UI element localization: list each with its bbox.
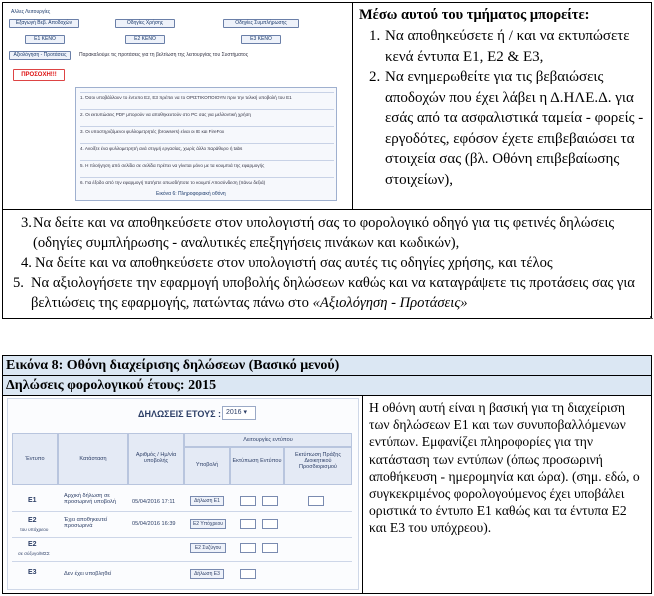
mini-row-action: Ε2 Συζύγου — [190, 543, 226, 553]
mini-row-sub: σε σύζυγο/ΜΣΣ — [18, 551, 50, 556]
mini-fill-guide-button: Οδηγίες Συμπλήρωσης — [223, 19, 299, 28]
mini-note-line: 4. Ανοίξτε ένα φυλλομετρητή ανά στιγμή εργασίας, χωρίς άλλο παράθυρο ή tabs — [80, 143, 334, 152]
capabilities-list — [359, 26, 645, 190]
figure-subheading: Δηλώσεις φορολογικού έτους: 2015 — [3, 376, 651, 396]
figure-heading: Εικόνα 8: Οθόνη διαχείρισης δηλώσεων (Βασικό μενού) — [3, 356, 651, 376]
mini-warning-label: ΠΡΟΣΟΧΗ!!! — [13, 69, 65, 81]
list-item-text: Να δείτε και να αποθηκεύσετε στον υπολογιστή σας το φορολογικό οδηγό για τις φετινές δηλώσεις (οδηγίες συμπλήρωσης - αναλυτικές επεξηγήσεις πινάκων και κωδικών), — [33, 215, 615, 251]
mini-e2-blank-button: Ε2 ΚΕΝΟ — [125, 35, 165, 44]
list-item-number: 1. — [369, 28, 381, 44]
info-screen-screenshot — [3, 3, 353, 210]
mini-evaluation-text: Παρακαλούμε τις προτάσεις για τη βελτίωση της λειτουργίας του Συστήματος — [79, 52, 249, 58]
top-right-cell — [353, 3, 651, 210]
declarations-screenshot — [3, 396, 363, 593]
top-info-table — [2, 2, 652, 319]
corner-mark — [650, 316, 653, 319]
mini-row-action: Ε2 Υπόχρεου — [190, 519, 226, 529]
mini-note-line: 5. Η πλοήγηση από σελίδα σε σελίδα πρέπει να γίνεται μόνο με τα κουμπιά της εφαρμογής — [80, 160, 334, 169]
mini-e3-blank-button: Ε3 ΚΕΝΟ — [241, 35, 281, 44]
mini-col-form: Έντυπο — [12, 433, 58, 485]
mini-declarations-screen — [7, 398, 359, 590]
mini-print-box — [240, 519, 256, 529]
mini-col-print-form: Εκτύπωση Εντύπου — [230, 447, 284, 485]
mini-year-select: 2016 ▾ — [222, 406, 256, 420]
capabilities-list-continued — [11, 213, 643, 313]
list-item-number: 3. — [21, 215, 32, 231]
mini-evaluation-button: Αξιολόγηση - Προτάσεις — [9, 51, 71, 60]
mini-note-line: 1. Όσοι υποβάλλουν το έντυπο Ε2, Ε3 πρέπει να το ΟΡΙΣΤΙΚΟΠΟΙΟΥΝ πριν την τελική υποβολή του Ε1 — [80, 92, 334, 101]
mini-row-status: Αρχική δήλωση σε προσωρινή υποβολή — [64, 493, 116, 505]
screen-description: Η οθόνη αυτή είναι η βασική για τη διαχείριση των δηλώσεων Ε1 και των συνυποβαλλόμενων εντύπων. Εμφανίζει πληροφορίες για την κατάσταση των εντύπων (όπως προσωρινή αποθήκευση - ημερομηνία και ώρα). (σημ. εδώ, ο συγκεκριμένος φορολογούμενος έχει υποβάλει οριστικά το έντυπο Ε1 καθώς και τα έντυπα Ε2 και Ε3 του υπόχρεου). — [369, 400, 640, 536]
mini-col-number-date: Αριθμός / Ημ/νία υποβολής — [128, 433, 184, 485]
list-item-number: 2. — [369, 69, 381, 85]
mini-row-form: Ε2 — [28, 517, 37, 524]
mini-info-screen — [5, 7, 347, 207]
section-heading: Μέσω αυτού του τμήματος μπορείτε: — [359, 7, 590, 23]
mini-col-print-act: Εκτύπωση Πράξης Διοικητικού Προσδιορισμού — [284, 447, 352, 485]
mini-print-box — [262, 543, 278, 553]
list-item — [11, 273, 643, 313]
mini-row-sub: του υπόχρεου — [20, 527, 49, 532]
list-item — [359, 26, 645, 67]
list-item — [359, 67, 645, 190]
mini-row-form: Ε3 — [28, 569, 37, 576]
mini-export-button: Εξαγωγή Βεβ. Αποδοχών — [9, 19, 79, 28]
list-item — [11, 253, 643, 273]
list-item-text: Να ενημερωθείτε για τις βεβαιώσεις αποδοχών που έχει λάβει η Δ.ΗΛΕ.Δ. για εσάς από τα ασφαλιστικά ταμεία - φορείς - εργοδότες, εφόσον έχετε επιβεβαιώσει τα στοιχεία σας (βλ. Οθόνη επιβεβαίωσης στοιχείων), — [385, 69, 644, 188]
list-item-number: 4. — [21, 255, 32, 271]
mini-print-box — [240, 569, 256, 579]
mini-row-action: Δήλωση Ε3 — [190, 569, 224, 579]
list-item-text: Να αποθηκεύσετε ή / και να εκτυπώσετε κενά έντυπα Ε1, Ε2 & Ε3, — [385, 28, 630, 65]
mini-declarations-title: ΔΗΛΩΣΕΙΣ ΕΤΟΥΣ : — [138, 409, 221, 419]
mini-col-status: Κατάσταση — [58, 433, 128, 485]
mini-row-date: 05/04/2016 17:11 — [132, 499, 176, 505]
mini-row-form: Ε2 — [28, 541, 37, 548]
mini-row-action: Δήλωση Ε1 — [190, 496, 224, 506]
top-bottom-cell — [3, 210, 651, 318]
bottom-info-table — [2, 355, 652, 594]
mini-row-separator — [12, 537, 352, 538]
mini-tab-label: Αλλες Λειτουργίες — [11, 9, 51, 15]
mini-row-separator — [12, 511, 352, 512]
list-item-number: 5. — [13, 275, 24, 291]
mini-notes-panel — [75, 87, 337, 201]
mini-row-form: Ε1 — [28, 497, 37, 504]
mini-row-status: Έχει αποθηκευτεί προσωρινά — [64, 517, 108, 529]
mini-row-status: Δεν έχει υποβληθεί — [64, 571, 112, 577]
mini-note-line: 3. Οι υποστηριζόμενοι φυλλομετρητές (browsers) είναι οι IE και FireFox — [80, 126, 334, 135]
mini-note-line: 2. Οι εκτυπώσεις PDF μπορούν να αποθηκευτούν στο PC σας για μελλοντική χρήση — [80, 109, 334, 118]
mini-print-box — [262, 519, 278, 529]
mini-row-separator — [12, 561, 352, 562]
list-item-text: Να αξιολογήσετε την εφαρμογή υποβολής δηλώσεων καθώς και να καταγράψετε τις προτάσεις σας για βελτιώσεις της εφαρμογής, πατώντας πάνω στο — [31, 275, 635, 311]
mini-print-box — [240, 543, 256, 553]
mini-user-guide-button: Οδηγίες Χρήσης — [115, 19, 175, 28]
list-item — [11, 213, 643, 253]
mini-caption: Εικόνα 6: Πληροφοριακή οθόνη — [156, 191, 226, 197]
mini-col-submit: Υποβολή — [184, 447, 230, 485]
evaluation-link-text: «Αξιολόγηση - Προτάσεις» — [312, 295, 468, 311]
mini-print-box — [262, 496, 278, 506]
list-item-text: Να δείτε και να αποθηκεύσετε στον υπολογιστή σας αυτές τις οδηγίες χρήσης, και τέλος — [35, 255, 553, 271]
mini-col-actions: Λειτουργίες εντύπου — [184, 433, 352, 447]
mini-print-box — [240, 496, 256, 506]
mini-row-date: 05/04/2016 16:39 — [132, 521, 176, 527]
mini-e1-blank-button: Ε1 ΚΕΝΟ — [25, 35, 65, 44]
mini-print-box — [308, 496, 324, 506]
mini-note-line: 6. Για έξοδο από την εφαρμογή πατήστε οπωσδήποτε το κουμπί Αποσύνδεση (πάνω δεξιά) — [80, 177, 334, 186]
